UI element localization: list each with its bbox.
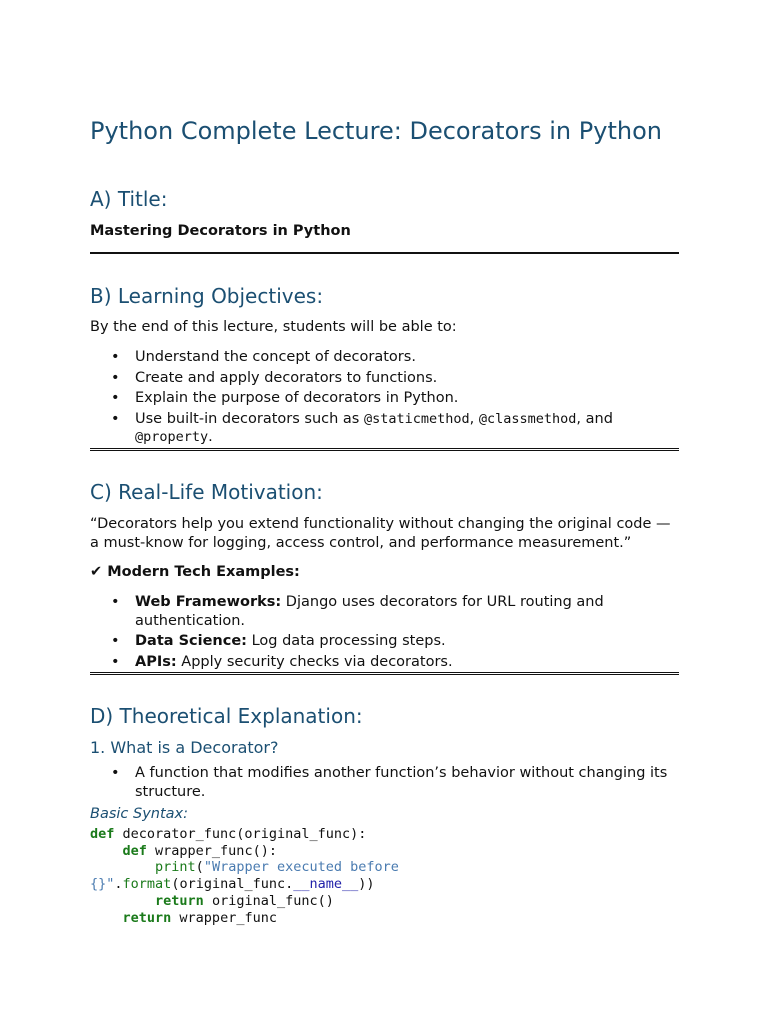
list-item: • Create and apply decorators to functions. <box>90 369 679 388</box>
code-text: . <box>114 876 123 893</box>
code-builtin: format <box>122 876 172 893</box>
code-text: decorator_func(original_func): <box>114 826 367 842</box>
objectives-intro: By the end of this lecture, students will be able to: <box>90 319 457 335</box>
code-text: )) <box>358 876 375 893</box>
section-b-heading: B) Learning Objectives: <box>90 284 324 308</box>
example-text: Apply security checks via decorators. <box>176 653 453 670</box>
code-text: (original_func. <box>171 876 294 893</box>
code-text: ( <box>195 859 204 876</box>
code-builtin: print <box>155 859 196 876</box>
section-divider <box>90 672 679 675</box>
inline-code: @staticmethod <box>363 410 470 427</box>
code-keyword: def <box>90 826 115 842</box>
section-divider <box>90 252 679 254</box>
objective-text: Use built-in decorators such as <box>135 410 364 427</box>
code-block <box>90 826 679 926</box>
inline-code: @classmethod <box>478 410 577 427</box>
list-item <box>90 653 679 672</box>
syntax-label: Basic Syntax: <box>90 806 189 822</box>
example-term: Data Science: <box>135 633 247 649</box>
example-text: Log data processing steps. <box>246 633 446 649</box>
example-term: Web Frameworks: <box>135 594 282 610</box>
definition-list <box>90 764 679 803</box>
examples-heading: ✔ Modern Tech Examples: <box>90 564 300 580</box>
code-text: original_func() <box>203 892 334 909</box>
objective-text: , and <box>576 410 613 427</box>
code-dunder: __name__ <box>293 876 359 893</box>
code-keyword: return <box>155 892 204 909</box>
code-indent <box>90 843 123 859</box>
motivation-quote: “Decorators help you extend functionality without changing the original code — a must-know for logging, access control, and performance measurement.” <box>90 516 671 551</box>
objective-text: , <box>469 410 479 427</box>
code-string: "Wrapper executed before <box>203 859 399 876</box>
section-c-heading: C) Real-Life Motivation: <box>90 480 323 504</box>
code-indent <box>90 910 123 926</box>
subsection-heading: 1. What is a Decorator? <box>90 738 279 757</box>
code-keyword: return <box>122 909 172 926</box>
example-text: Django uses decorators for URL routing and authentication. <box>135 594 604 629</box>
code-indent <box>90 859 155 875</box>
list-item <box>90 632 679 651</box>
objectives-list <box>90 348 679 449</box>
list-item: • Explain the purpose of decorators in Python. <box>90 389 679 408</box>
code-indent <box>90 893 155 909</box>
section-d-heading: D) Theoretical Explanation: <box>90 704 363 728</box>
code-keyword: def <box>122 842 147 859</box>
objective-text: . <box>208 429 213 445</box>
list-item: • A function that modifies another function’s behavior without changing its structure. <box>90 764 679 801</box>
inline-code: @property <box>135 429 209 445</box>
examples-list <box>90 593 679 673</box>
lecture-subtitle: Mastering Decorators in Python <box>90 223 351 239</box>
section-divider <box>90 448 679 451</box>
section-a-heading: A) Title: <box>90 187 168 211</box>
page-title: Python Complete Lecture: Decorators in Python <box>90 117 662 145</box>
code-text: wrapper_func(): <box>146 842 277 859</box>
example-term: APIs: <box>135 653 177 670</box>
list-item: • Understand the concept of decorators. <box>90 348 679 367</box>
list-item <box>90 410 679 447</box>
code-text: wrapper_func <box>171 909 277 926</box>
list-item <box>90 593 679 630</box>
code-string: {}" <box>90 876 115 893</box>
